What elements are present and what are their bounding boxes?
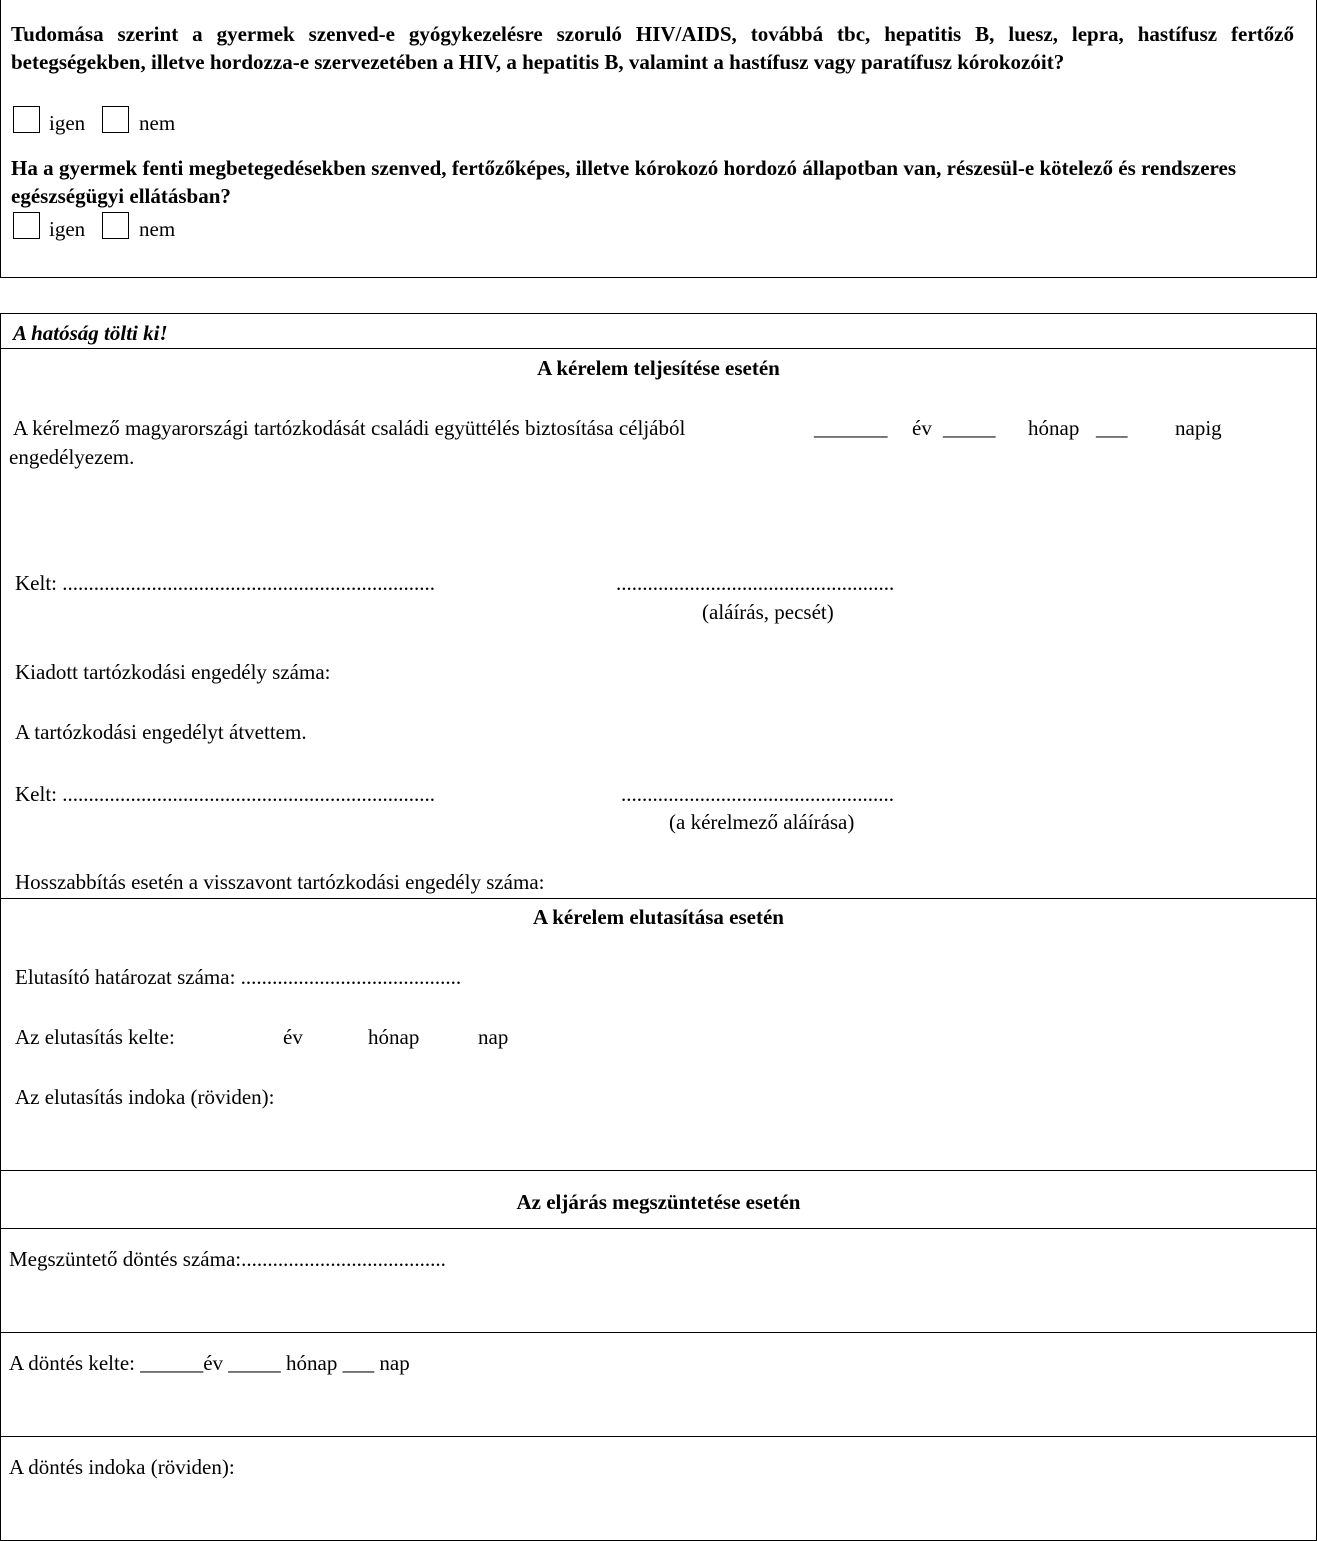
permit-number-label: Kiadott tartózkodási engedély száma: xyxy=(15,660,331,684)
kelt-line-2[interactable]: Kelt: ....................................................................... xyxy=(15,782,435,806)
divider xyxy=(1,1436,1316,1437)
approval-title: A kérelem teljesítése esetén xyxy=(537,356,780,380)
rejection-reason-label: Az elutasítás indoka (röviden): xyxy=(15,1085,275,1109)
approval-day-label: napig xyxy=(1175,416,1222,440)
divider xyxy=(1,898,1316,899)
approval-month-blank[interactable]: _____ xyxy=(943,416,996,440)
signature-line-1[interactable]: ..................................................... xyxy=(616,571,895,595)
divider xyxy=(1,1228,1316,1229)
kelt-line-1[interactable]: Kelt: ....................................................................... xyxy=(15,571,435,595)
termination-title: Az eljárás megszüntetése esetén xyxy=(516,1190,801,1214)
authority-header: A hatóság tölti ki! xyxy=(13,321,168,345)
termination-number[interactable]: Megszüntető döntés száma:....................................... xyxy=(9,1247,446,1271)
signature-caption-2: (a kérelmező aláírása) xyxy=(669,810,855,834)
approval-year-blank[interactable]: _______ xyxy=(814,416,888,440)
signature-caption-1: (aláírás, pecsét) xyxy=(702,600,834,624)
approval-statement-part1: A kérelmező magyarországi tartózkodását családi együttélés biztosítása céljából xyxy=(13,416,686,440)
health-section xyxy=(0,0,1317,278)
termination-date[interactable]: A döntés kelte: ______év _____ hónap ___ nap xyxy=(9,1351,410,1375)
rejection-month-label: hónap xyxy=(368,1025,420,1049)
question2-yes-checkbox[interactable] xyxy=(13,212,40,239)
permit-received-label: A tartózkodási engedélyt átvettem. xyxy=(15,720,307,744)
divider xyxy=(1,348,1316,349)
question2-no-checkbox[interactable] xyxy=(102,212,129,239)
rejection-year-label: év xyxy=(283,1025,303,1049)
question2-yes-label: igen xyxy=(49,217,86,241)
rejection-day-label: nap xyxy=(478,1025,509,1049)
question1-yes-checkbox[interactable] xyxy=(13,106,40,133)
signature-line-2[interactable]: .................................................... xyxy=(621,782,894,806)
approval-day-blank[interactable]: ___ xyxy=(1096,416,1128,440)
rejection-title: A kérelem elutasítása esetén xyxy=(533,905,784,929)
extension-permit-label: Hosszabbítás esetén a visszavont tartózkodási engedély száma: xyxy=(15,870,545,894)
health-question-2: Ha a gyermek fenti megbetegedésekben szenved, fertőzőképes, illetve kórokozó hordozó állapotban van, részesül-e kötelező és rendszeres egészségügyi ellátásban? xyxy=(11,156,1236,208)
approval-statement-part2: engedélyezem. xyxy=(9,445,135,469)
approval-year-label: év xyxy=(912,416,932,440)
question1-no-label: nem xyxy=(139,111,176,135)
rejection-number[interactable]: Elutasító határozat száma: .......................................... xyxy=(15,965,462,989)
rejection-date-label: Az elutasítás kelte: xyxy=(15,1025,175,1049)
question1-yes-label: igen xyxy=(49,111,86,135)
authority-section xyxy=(0,313,1317,1541)
health-question-1: Tudomása szerint a gyermek szenved-e gyógykezelésre szoruló HIV/AIDS, továbbá tbc, hepatitis B, luesz, lepra, hastífusz fertőző betegségekben, illetve hordozza-e szervezetében a HIV, a hepatitis B, valamint a hastífusz vagy paratífusz kórokozóit? xyxy=(11,22,1294,74)
question2-no-label: nem xyxy=(139,217,176,241)
termination-reason-label: A döntés indoka (röviden): xyxy=(9,1455,235,1479)
question1-no-checkbox[interactable] xyxy=(102,106,129,133)
divider xyxy=(1,1332,1316,1333)
approval-month-label: hónap xyxy=(1028,416,1080,440)
divider xyxy=(1,1170,1316,1171)
